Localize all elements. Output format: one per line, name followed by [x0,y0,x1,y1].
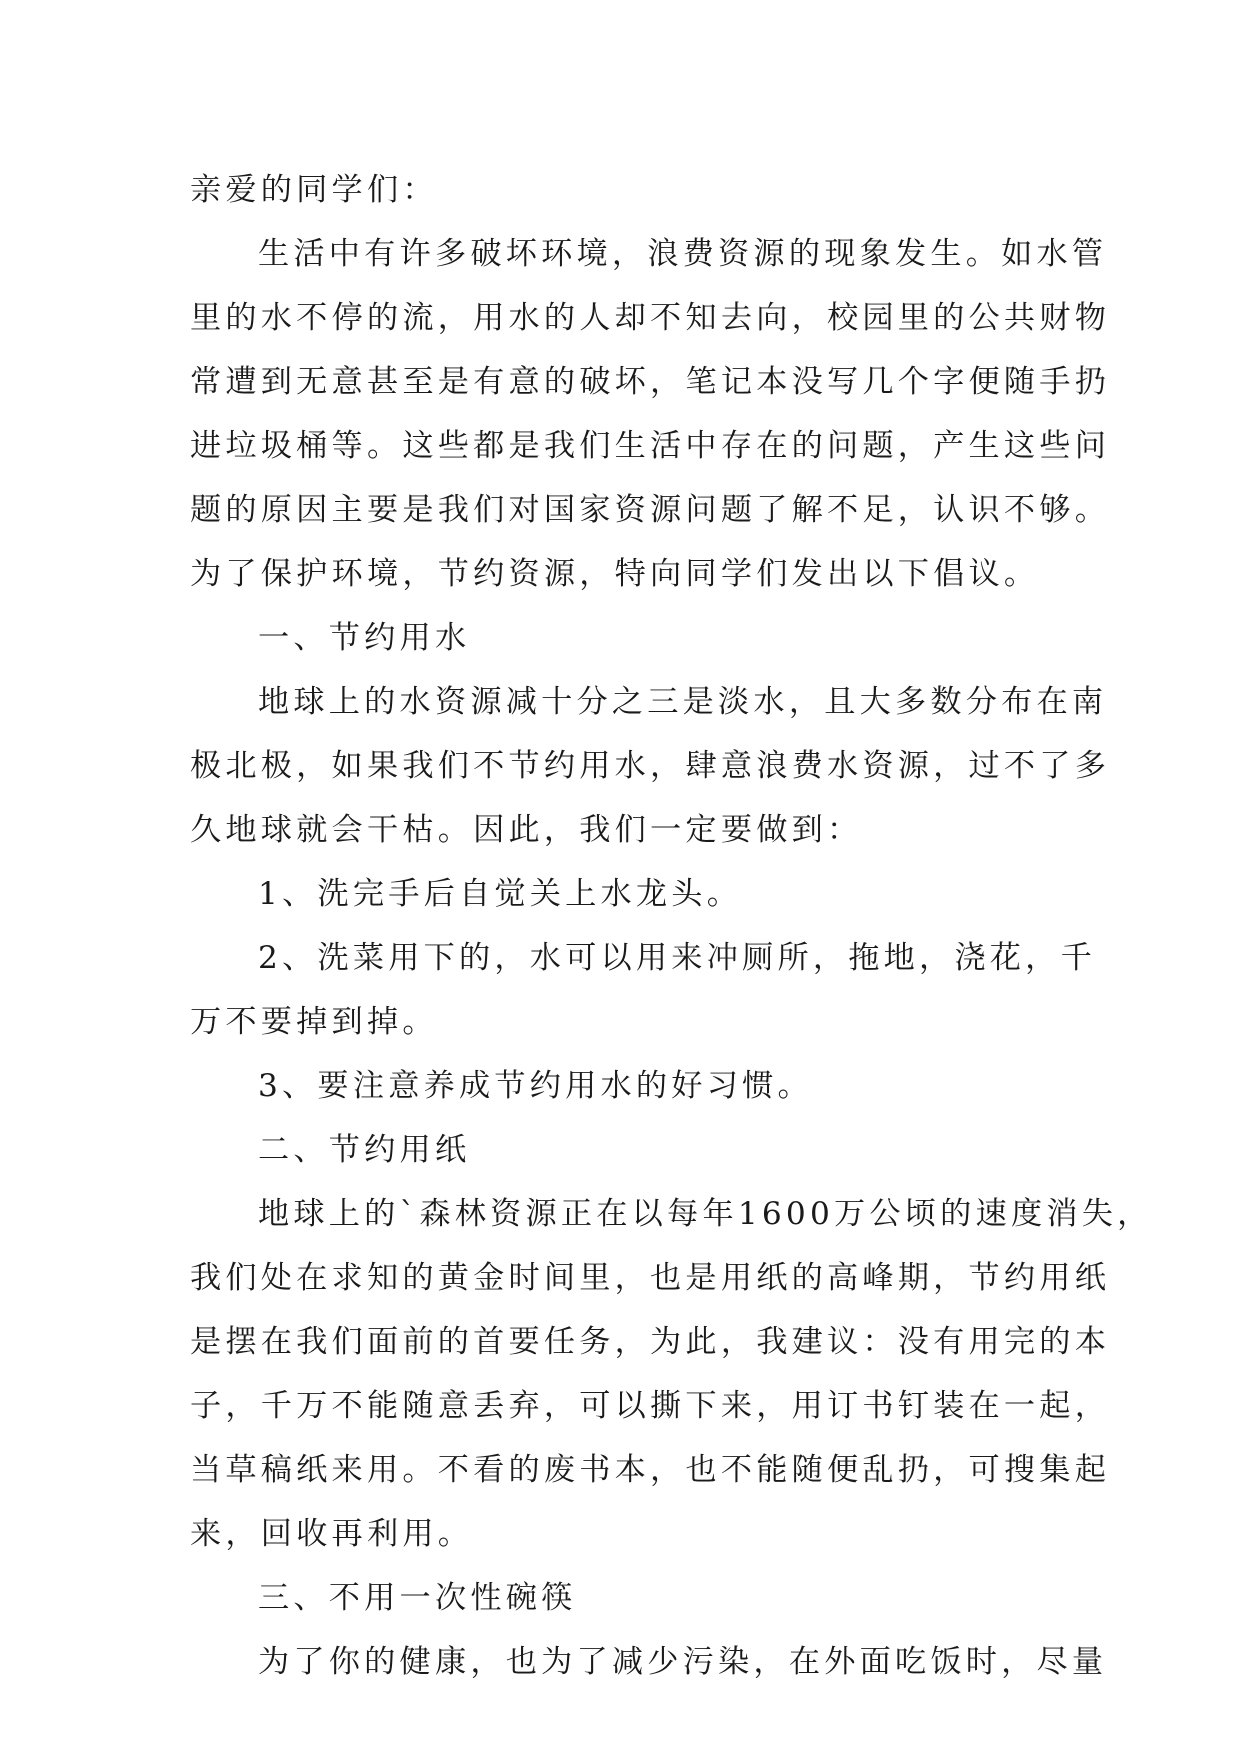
section-heading: 二、节约用纸 [258,1132,471,1168]
paragraph-line: 极北极，如果我们不节约用水，肆意浪费水资源，过不了多 [190,748,1111,784]
paragraph-line: 地球上的水资源减十分之三是淡水，且大多数分布在南 [258,684,1108,720]
paragraph-line: 生活中有许多破坏环境，浪费资源的现象发生。如水管 [258,236,1108,272]
paragraph-line: 进垃圾桶等。这些都是我们生活中存在的问题，产生这些问 [190,428,1111,464]
paragraph-line: 里的水不停的流，用水的人却不知去向，校园里的公共财物 [190,300,1111,336]
section-heading: 一、节约用水 [258,620,471,656]
document-body [190,158,1153,1694]
list-item: 1、洗完手后自觉关上水龙头。 [258,876,743,912]
paragraph-line: 我们处在求知的黄金时间里，也是用纸的高峰期，节约用纸 [190,1260,1111,1296]
paragraph-line: 来，回收再利用。 [190,1516,474,1552]
paragraph-line: 常遭到无意甚至是有意的破坏，笔记本没写几个字便随手扔 [190,364,1111,400]
paragraph-line: 子，千万不能随意丢弃，可以撕下来，用订书钉装在一起， [190,1388,1111,1424]
paragraph-line: 题的原因主要是我们对国家资源问题了解不足，认识不够。 [190,492,1111,528]
paragraph-line: 为了你的健康，也为了减少污染，在外面吃饭时，尽量 [258,1644,1108,1680]
paragraph-line: 是摆在我们面前的首要任务，为此，我建议：没有用完的本 [190,1324,1111,1360]
list-item: 2、洗菜用下的，水可以用来冲厕所，拖地，浇花，千 [258,940,1096,976]
paragraph-line: 久地球就会干枯。因此，我们一定要做到： [190,812,863,848]
list-item-continuation: 万不要掉到掉。 [190,1004,438,1040]
paragraph-line: 当草稿纸来用。不看的废书本，也不能随便乱扔，可搜集起 [190,1452,1111,1488]
list-item: 3、要注意养成节约用水的好习惯。 [258,1068,813,1104]
paragraph-line: 地球上的`森林资源正在以每年1600万公顷的速度消失， [258,1196,1153,1232]
paragraph-line: 为了保护环境，节约资源，特向同学们发出以下倡议。 [190,556,1040,592]
salutation: 亲爱的同学们： [190,172,438,208]
section-heading: 三、不用一次性碗筷 [258,1580,577,1616]
